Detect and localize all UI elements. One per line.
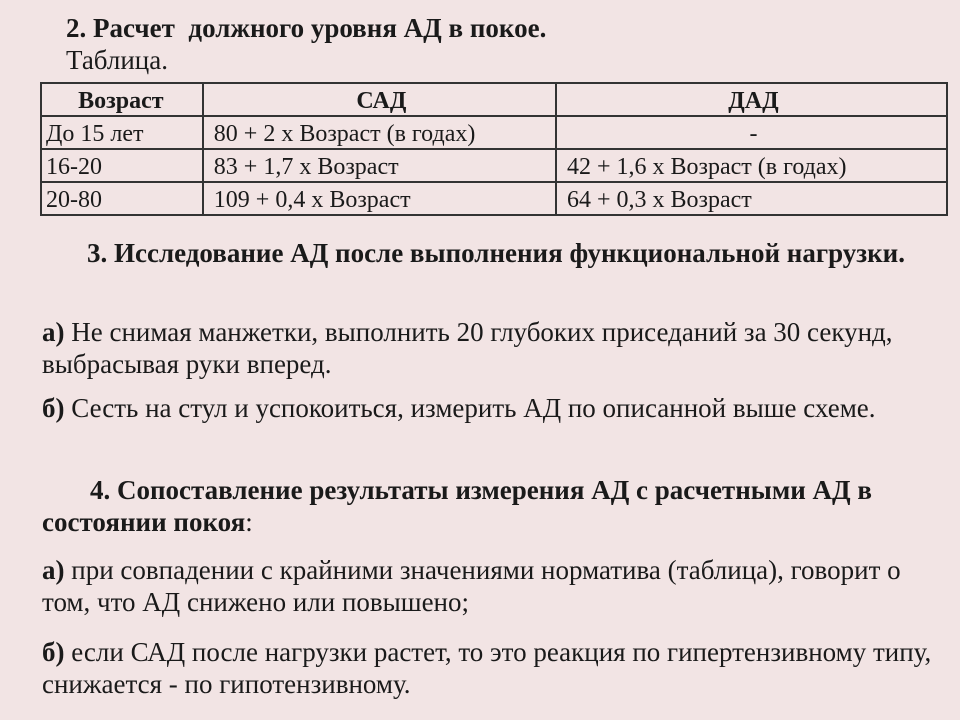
section-2-title: 2. Расчет должного уровня АД в покое. xyxy=(66,13,547,43)
item-text: если САД после нагрузки растет, то это реакция по гипертензивному типу, снижается - по гипотензивному. xyxy=(42,637,932,699)
bp-norm-table xyxy=(40,82,948,216)
section-3-item-a xyxy=(42,316,948,380)
table-row xyxy=(41,149,947,182)
item-text: при совпадении с крайними значениями норматива (таблица), говорит о том, что АД снижено или повышено; xyxy=(42,555,901,617)
section-4-item-a xyxy=(42,554,948,618)
section-4-title-tail: : xyxy=(245,507,253,537)
section-4-item-b xyxy=(42,636,948,700)
table-cell-age: 20-80 xyxy=(41,182,203,215)
section-4-title-bold: 4. Сопоставление результаты измерения АД с расчетными АД в состоянии покоя xyxy=(42,475,872,537)
table-header-row xyxy=(41,83,947,116)
table-cell-dad: 64 + 0,3 х Возраст xyxy=(556,182,947,215)
table-row xyxy=(41,116,947,149)
table-cell-sad: 109 + 0,4 х Возраст xyxy=(203,182,556,215)
table-header-sad: САД xyxy=(203,83,556,116)
table-cell-sad: 80 + 2 х Возраст (в годах) xyxy=(203,116,556,149)
table-header-dad: ДАД xyxy=(556,83,947,116)
item-text: Не снимая манжетки, выполнить 20 глубоких приседаний за 30 секунд, выбрасывая руки вперед. xyxy=(42,317,893,379)
section-3-item-b xyxy=(42,392,948,424)
item-label: а) xyxy=(42,555,65,585)
item-label: б) xyxy=(42,637,65,667)
table-cell-dad: 42 + 1,6 х Возраст (в годах) xyxy=(556,149,947,182)
table-cell-sad: 83 + 1,7 х Возраст xyxy=(203,149,556,182)
item-text: Сесть на стул и успокоиться, измерить АД по описанной выше схеме. xyxy=(64,393,876,423)
table-cell-age: 16-20 xyxy=(41,149,203,182)
table-row xyxy=(41,182,947,215)
item-label: а) xyxy=(42,317,65,347)
section-3-title: 3. Исследование АД после выполнения функциональной нагрузки. xyxy=(87,238,905,268)
table-cell-dad: - xyxy=(556,116,947,149)
section-2-subtitle: Таблица. xyxy=(66,45,168,75)
table-cell-age: До 15 лет xyxy=(41,116,203,149)
table-header-age: Возраст xyxy=(41,83,203,116)
item-label: б) xyxy=(42,393,65,423)
section-4-title xyxy=(42,474,948,538)
